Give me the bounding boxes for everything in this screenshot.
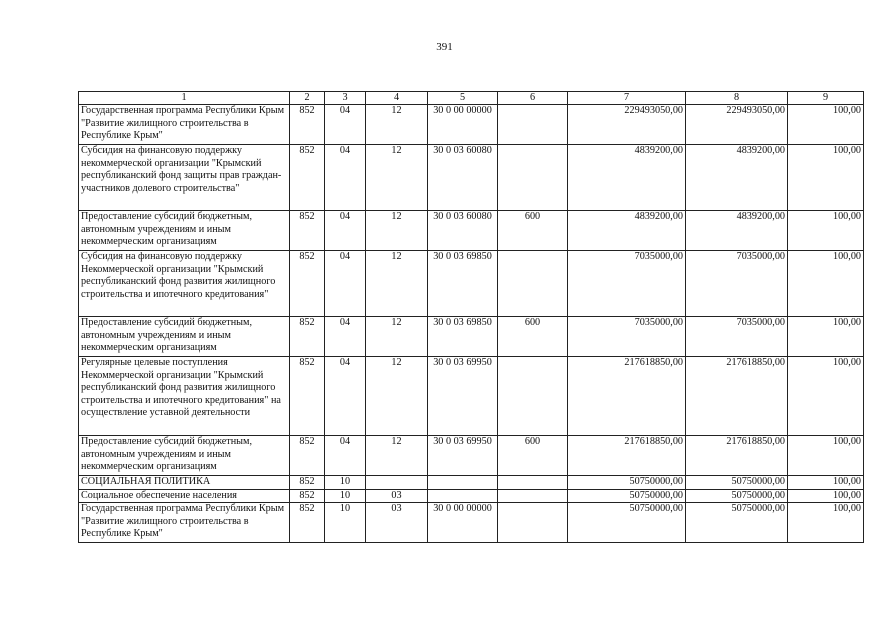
cell-col6 [498, 145, 568, 211]
cell-col5: 30 0 03 60080 [428, 211, 498, 251]
budget-table [78, 91, 864, 543]
header-cell: 7 [568, 92, 686, 105]
cell-col5: 30 0 03 69950 [428, 357, 498, 436]
cell-col5: 30 0 03 69850 [428, 251, 498, 317]
cell-col9: 100,00 [788, 357, 864, 436]
cell-col7: 7035000,00 [568, 251, 686, 317]
cell-col7: 217618850,00 [568, 436, 686, 476]
cell-col8: 229493050,00 [686, 105, 788, 145]
cell-col9: 100,00 [788, 503, 864, 543]
cell-col7: 217618850,00 [568, 357, 686, 436]
header-row [79, 92, 864, 105]
cell-col2: 852 [290, 476, 325, 490]
row-name: СОЦИАЛЬНАЯ ПОЛИТИКА [79, 476, 290, 490]
row-name: Предоставление субсидий бюджетным, автономным учреждениям и иным некоммерческим организациям [79, 317, 290, 357]
cell-col2: 852 [290, 317, 325, 357]
cell-col7: 7035000,00 [568, 317, 686, 357]
table-row [79, 436, 864, 476]
cell-col5 [428, 489, 498, 503]
row-name: Субсидия на финансовую поддержку некоммерческой организации "Крымский республиканский фонд защиты прав граждан-участников долевого строительства" [79, 145, 290, 211]
cell-col8: 50750000,00 [686, 503, 788, 543]
cell-col8: 217618850,00 [686, 436, 788, 476]
cell-col7: 229493050,00 [568, 105, 686, 145]
row-name: Государственная программа Республики Крым "Развитие жилищного строительства в Республике Крым" [79, 503, 290, 543]
header-cell: 1 [79, 92, 290, 105]
cell-col6 [498, 357, 568, 436]
cell-col4: 12 [366, 145, 428, 211]
cell-col6 [498, 503, 568, 543]
cell-col6: 600 [498, 436, 568, 476]
cell-col4: 12 [366, 211, 428, 251]
cell-col5: 30 0 03 69950 [428, 436, 498, 476]
table-row [79, 357, 864, 436]
row-name: Субсидия на финансовую поддержку Некоммерческой организации "Крымский республиканский фонд развития жилищного строительства и ипотечного кредитования" [79, 251, 290, 317]
cell-col7: 4839200,00 [568, 145, 686, 211]
cell-col2: 852 [290, 357, 325, 436]
cell-col5 [428, 476, 498, 490]
cell-col5: 30 0 00 00000 [428, 503, 498, 543]
cell-col5: 30 0 03 69850 [428, 317, 498, 357]
header-cell: 3 [325, 92, 366, 105]
cell-col8: 50750000,00 [686, 476, 788, 490]
table-row [79, 211, 864, 251]
page-number: 391 [436, 41, 453, 53]
cell-col5: 30 0 00 00000 [428, 105, 498, 145]
cell-col8: 7035000,00 [686, 317, 788, 357]
header-cell: 2 [290, 92, 325, 105]
cell-col5: 30 0 03 60080 [428, 145, 498, 211]
row-name: Предоставление субсидий бюджетным, автономным учреждениям и иным некоммерческим организациям [79, 436, 290, 476]
cell-col4: 03 [366, 503, 428, 543]
cell-col9: 100,00 [788, 489, 864, 503]
cell-col8: 4839200,00 [686, 211, 788, 251]
cell-col3: 10 [325, 489, 366, 503]
cell-col6 [498, 476, 568, 490]
table-row [79, 105, 864, 145]
cell-col3: 04 [325, 436, 366, 476]
cell-col4: 12 [366, 105, 428, 145]
cell-col8: 4839200,00 [686, 145, 788, 211]
cell-col7: 4839200,00 [568, 211, 686, 251]
row-name: Предоставление субсидий бюджетным, автономным учреждениям и иным некоммерческим организациям [79, 211, 290, 251]
cell-col7: 50750000,00 [568, 476, 686, 490]
cell-col4: 03 [366, 489, 428, 503]
cell-col8: 50750000,00 [686, 489, 788, 503]
row-name: Государственная программа Республики Крым "Развитие жилищного строительства в Республике Крым" [79, 105, 290, 145]
cell-col2: 852 [290, 145, 325, 211]
header-cell: 8 [686, 92, 788, 105]
cell-col4: 12 [366, 317, 428, 357]
header-cell: 6 [498, 92, 568, 105]
cell-col7: 50750000,00 [568, 503, 686, 543]
cell-col4: 12 [366, 251, 428, 317]
cell-col3: 04 [325, 145, 366, 211]
cell-col6 [498, 105, 568, 145]
cell-col2: 852 [290, 503, 325, 543]
table-row [79, 317, 864, 357]
cell-col4: 12 [366, 357, 428, 436]
cell-col9: 100,00 [788, 251, 864, 317]
cell-col3: 04 [325, 317, 366, 357]
cell-col9: 100,00 [788, 145, 864, 211]
row-name: Регулярные целевые поступления Некоммерческой организации "Крымский республиканский фонд развития жилищного строительства и ипотечного кредитования" на осуществление уставной деятельности [79, 357, 290, 436]
cell-col8: 217618850,00 [686, 357, 788, 436]
cell-col4: 12 [366, 436, 428, 476]
row-name: Социальное обеспечение населения [79, 489, 290, 503]
table-row [79, 476, 864, 490]
cell-col3: 10 [325, 503, 366, 543]
cell-col9: 100,00 [788, 476, 864, 490]
cell-col3: 04 [325, 105, 366, 145]
header-cell: 9 [788, 92, 864, 105]
cell-col3: 04 [325, 251, 366, 317]
cell-col3: 04 [325, 357, 366, 436]
header-cell: 4 [366, 92, 428, 105]
cell-col3: 04 [325, 211, 366, 251]
cell-col2: 852 [290, 436, 325, 476]
table-row [79, 503, 864, 543]
cell-col6: 600 [498, 211, 568, 251]
cell-col6: 600 [498, 317, 568, 357]
cell-col2: 852 [290, 489, 325, 503]
cell-col2: 852 [290, 105, 325, 145]
cell-col9: 100,00 [788, 211, 864, 251]
cell-col8: 7035000,00 [686, 251, 788, 317]
header-cell: 5 [428, 92, 498, 105]
cell-col6 [498, 489, 568, 503]
cell-col9: 100,00 [788, 436, 864, 476]
cell-col9: 100,00 [788, 317, 864, 357]
cell-col4 [366, 476, 428, 490]
cell-col2: 852 [290, 211, 325, 251]
table-row [79, 489, 864, 503]
table-row [79, 145, 864, 211]
cell-col3: 10 [325, 476, 366, 490]
cell-col6 [498, 251, 568, 317]
table-row [79, 251, 864, 317]
cell-col7: 50750000,00 [568, 489, 686, 503]
cell-col9: 100,00 [788, 105, 864, 145]
cell-col2: 852 [290, 251, 325, 317]
